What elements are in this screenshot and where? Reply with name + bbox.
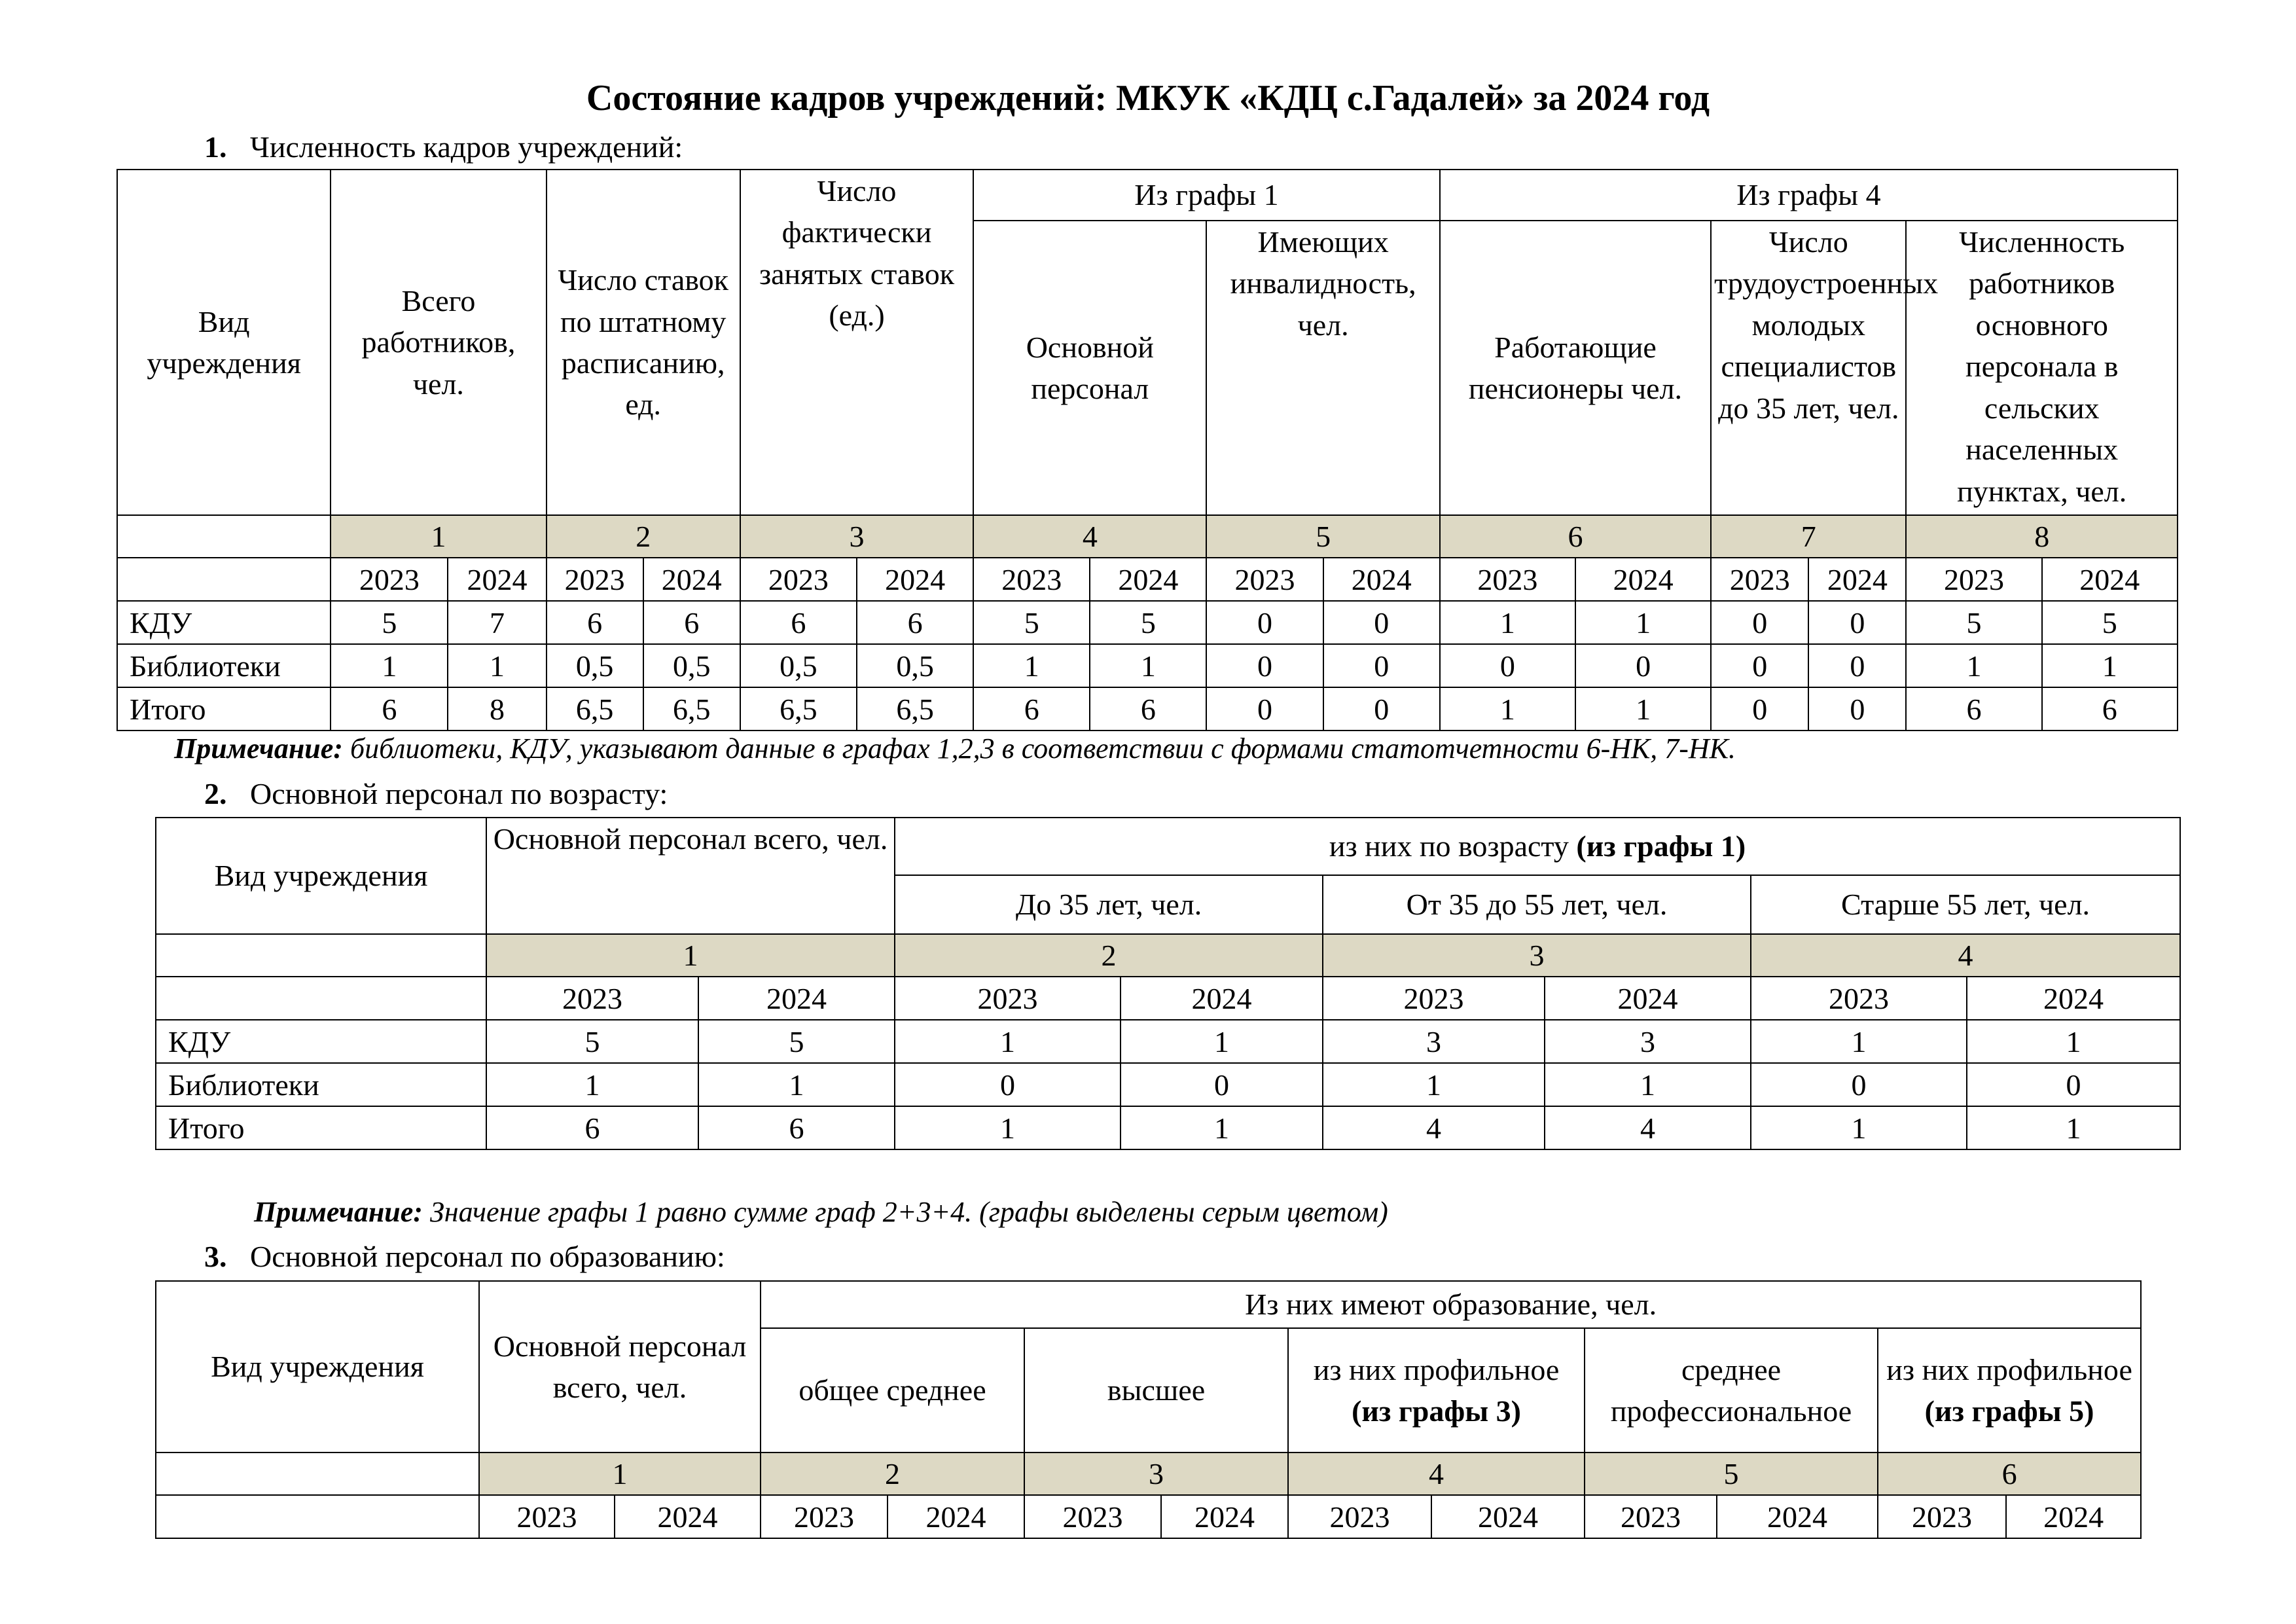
s1-header-c2: Число ставок по штатному расписанию, ед. <box>547 170 740 515</box>
row-name: КДУ <box>117 601 331 644</box>
row-name: Итого <box>156 1106 486 1149</box>
s3-year: 2023 <box>1024 1495 1161 1538</box>
s1-year: 2024 <box>643 558 740 601</box>
cell: 0 <box>895 1063 1121 1106</box>
table-row <box>156 1063 2180 1106</box>
table-row <box>156 1020 2180 1063</box>
cell: 5 <box>331 601 448 644</box>
s3-colnum: 6 <box>1878 1453 2141 1495</box>
cell: 0 <box>1711 687 1808 731</box>
s1-year: 2024 <box>1090 558 1206 601</box>
cell: 6 <box>698 1106 895 1149</box>
cell: 6,5 <box>740 687 857 731</box>
note-text: библиотеки, КДУ, указывают данные в графах 1,2,3 в соответствии с формами статотчетности 6-НК, 7-НК. <box>342 732 1736 765</box>
cell: 1 <box>1121 1106 1323 1149</box>
cell: 0 <box>1323 687 1440 731</box>
table-row <box>117 601 2178 644</box>
s3-c4-bold: (из графы 3) <box>1352 1394 1521 1428</box>
s3-colnum: 3 <box>1024 1453 1288 1495</box>
s3-colnum: 2 <box>761 1453 1024 1495</box>
s2-header-c4: Старше 55 лет, чел. <box>1751 875 2180 934</box>
s1-year: 2024 <box>1808 558 1906 601</box>
section3-number: 3. <box>204 1240 227 1273</box>
cell: 5 <box>698 1020 895 1063</box>
cell: 6 <box>1906 687 2041 731</box>
s2-group-bold: (из графы 1) <box>1576 829 1746 863</box>
staff-count-table <box>117 169 2178 731</box>
s2-header-c3: От 35 до 55 лет, чел. <box>1323 875 1751 934</box>
s1-header-c1: Всего работников, чел. <box>331 170 546 515</box>
s2-colnum: 3 <box>1323 934 1751 977</box>
s3-year: 2024 <box>888 1495 1024 1538</box>
s3-header-c4 <box>1288 1328 1585 1453</box>
s2-year: 2023 <box>486 977 698 1020</box>
cell: 6 <box>331 687 448 731</box>
page-title: Состояние кадров учреждений: МКУК «КДЦ с.Гадалей» за 2024 год <box>586 78 1710 118</box>
s3-num-blank <box>156 1453 479 1495</box>
s1-year: 2023 <box>331 558 448 601</box>
s2-header-group <box>895 818 2180 875</box>
age-table <box>155 817 2181 1150</box>
section3-heading <box>204 1239 725 1274</box>
s1-num-blank <box>117 515 331 558</box>
cell: 0,5 <box>547 644 643 687</box>
section2-number: 2. <box>204 777 227 810</box>
s1-colnum: 4 <box>973 515 1206 558</box>
s3-colnum: 4 <box>1288 1453 1585 1495</box>
cell: 6,5 <box>643 687 740 731</box>
s1-header-c4: Основной персонал <box>973 221 1206 515</box>
cell: 0 <box>1206 687 1323 731</box>
cell: 3 <box>1545 1020 1751 1063</box>
s2-header-vid: Вид учреждения <box>156 818 486 934</box>
cell: 1 <box>1575 601 1711 644</box>
s1-colnum: 6 <box>1440 515 1711 558</box>
table-row <box>156 1106 2180 1149</box>
education-table <box>155 1280 2142 1539</box>
cell: 3 <box>1323 1020 1545 1063</box>
cell: 1 <box>1440 687 1575 731</box>
cell: 6 <box>740 601 857 644</box>
s2-year: 2024 <box>1967 977 2180 1020</box>
s2-header-c2: До 35 лет, чел. <box>895 875 1323 934</box>
cell: 1 <box>1751 1020 1967 1063</box>
cell: 1 <box>1575 687 1711 731</box>
cell: 5 <box>486 1020 698 1063</box>
s2-year: 2024 <box>1545 977 1751 1020</box>
s1-header-group4: Из графы 4 <box>1440 170 2178 221</box>
s1-year: 2023 <box>1711 558 1808 601</box>
s1-year-blank <box>117 558 331 601</box>
cell: 1 <box>698 1063 895 1106</box>
s3-year: 2023 <box>761 1495 888 1538</box>
s2-header-c1: Основной персонал всего, чел. <box>486 818 895 934</box>
s1-year: 2023 <box>973 558 1090 601</box>
cell: 1 <box>331 644 448 687</box>
s1-year: 2024 <box>1323 558 1440 601</box>
cell: 0,5 <box>740 644 857 687</box>
cell: 1 <box>1440 601 1575 644</box>
cell: 0 <box>1323 601 1440 644</box>
cell: 0 <box>1323 644 1440 687</box>
cell: 1 <box>486 1063 698 1106</box>
s3-header-c2: общее среднее <box>761 1328 1024 1453</box>
cell: 6 <box>2042 687 2178 731</box>
s1-colnum: 3 <box>740 515 973 558</box>
s1-colnum: 5 <box>1206 515 1439 558</box>
s1-header-group1: Из графы 1 <box>973 170 1440 221</box>
s1-year: 2024 <box>857 558 973 601</box>
s3-year: 2023 <box>1585 1495 1717 1538</box>
cell: 0 <box>1808 644 1906 687</box>
s2-year: 2024 <box>698 977 895 1020</box>
s3-header-c3: высшее <box>1024 1328 1288 1453</box>
s3-year-row <box>156 1495 2141 1538</box>
s1-year: 2023 <box>1206 558 1323 601</box>
s1-header-c7: Число трудоустроенных молодых специалистов до 35 лет, чел. <box>1711 221 1906 515</box>
s3-year-blank <box>156 1495 479 1538</box>
note-label: Примечание: <box>254 1196 423 1228</box>
cell: 0,5 <box>857 644 973 687</box>
s3-colnum: 5 <box>1585 1453 1878 1495</box>
cell: 5 <box>1906 601 2041 644</box>
s2-colnum: 4 <box>1751 934 2180 977</box>
cell: 4 <box>1545 1106 1751 1149</box>
s1-year: 2024 <box>2042 558 2178 601</box>
cell: 4 <box>1323 1106 1545 1149</box>
s1-header-vid: Вид учреждения <box>117 170 331 515</box>
cell: 0 <box>1808 687 1906 731</box>
cell: 0,5 <box>643 644 740 687</box>
s2-colnum: 1 <box>486 934 895 977</box>
cell: 1 <box>2042 644 2178 687</box>
cell: 0 <box>1711 601 1808 644</box>
s1-year: 2024 <box>1575 558 1711 601</box>
section1-heading <box>204 130 683 164</box>
s3-year: 2024 <box>1717 1495 1878 1538</box>
s2-year: 2023 <box>1323 977 1545 1020</box>
s3-c6-text: из них профильное <box>1886 1352 2132 1386</box>
cell: 0 <box>1206 644 1323 687</box>
s3-header-vid: Вид учреждения <box>156 1281 479 1453</box>
s3-c4-text: из них профильное <box>1313 1352 1560 1386</box>
cell: 0 <box>1206 601 1323 644</box>
s1-header-c6: Работающие пенсионеры чел. <box>1440 221 1711 515</box>
cell: 0 <box>1751 1063 1967 1106</box>
section1-note <box>174 732 1736 765</box>
s3-header-c1: Основной персонал всего, чел. <box>479 1281 761 1453</box>
s3-year: 2023 <box>1878 1495 2006 1538</box>
note-text: Значение графы 1 равно сумме граф 2+3+4. (графы выделены серым цветом) <box>422 1196 1388 1228</box>
cell: 1 <box>973 644 1090 687</box>
s2-group-text: из них по возрасту <box>1329 829 1577 863</box>
row-name: Библиотеки <box>156 1063 486 1106</box>
s3-year: 2024 <box>1161 1495 1288 1538</box>
cell: 1 <box>895 1106 1121 1149</box>
cell: 1 <box>1967 1106 2180 1149</box>
s1-year: 2024 <box>448 558 546 601</box>
s1-year: 2023 <box>1906 558 2041 601</box>
cell: 5 <box>1090 601 1206 644</box>
s1-colnum: 7 <box>1711 515 1906 558</box>
row-name: КДУ <box>156 1020 486 1063</box>
s1-colnum: 2 <box>547 515 740 558</box>
cell: 6,5 <box>547 687 643 731</box>
cell: 6 <box>857 601 973 644</box>
cell: 1 <box>1967 1020 2180 1063</box>
s1-header-c3: Число фактически занятых ставок (ед.) <box>740 170 973 515</box>
s1-year-row <box>117 558 2178 601</box>
section2-heading <box>204 776 668 811</box>
s3-year: 2024 <box>615 1495 761 1538</box>
cell: 1 <box>448 644 546 687</box>
s3-colnum: 1 <box>479 1453 761 1495</box>
cell: 7 <box>448 601 546 644</box>
cell: 0 <box>1967 1063 2180 1106</box>
s2-year-blank <box>156 977 486 1020</box>
cell: 6 <box>1090 687 1206 731</box>
row-name: Итого <box>117 687 331 731</box>
row-name: Библиотеки <box>117 644 331 687</box>
section1-label: Численность кадров учреждений: <box>250 130 683 164</box>
cell: 5 <box>973 601 1090 644</box>
cell: 0 <box>1575 644 1711 687</box>
cell: 1 <box>1545 1063 1751 1106</box>
cell: 6 <box>973 687 1090 731</box>
cell: 1 <box>1121 1020 1323 1063</box>
cell: 6 <box>547 601 643 644</box>
s1-year: 2023 <box>740 558 857 601</box>
section3-label: Основной персонал по образованию: <box>250 1240 725 1273</box>
cell: 1 <box>1906 644 2041 687</box>
s3-header-group: Из них имеют образование, чел. <box>761 1281 2141 1328</box>
s2-year: 2023 <box>1751 977 1967 1020</box>
s3-year: 2024 <box>1431 1495 1585 1538</box>
s1-header-c8: Численность работников основного персонала в сельских населенных пунктах, чел. <box>1906 221 2178 515</box>
s2-year: 2023 <box>895 977 1121 1020</box>
cell: 5 <box>2042 601 2178 644</box>
s1-year: 2023 <box>1440 558 1575 601</box>
cell: 6 <box>643 601 740 644</box>
cell: 1 <box>1323 1063 1545 1106</box>
s1-colnum: 8 <box>1906 515 2178 558</box>
section1-number: 1. <box>204 130 227 164</box>
cell: 6 <box>486 1106 698 1149</box>
s2-colnum: 2 <box>895 934 1323 977</box>
cell: 0 <box>1440 644 1575 687</box>
cell: 1 <box>1751 1106 1967 1149</box>
cell: 6,5 <box>857 687 973 731</box>
s3-header-c6 <box>1878 1328 2141 1453</box>
cell: 1 <box>1090 644 1206 687</box>
s3-header-c5: среднее профессиональное <box>1585 1328 1878 1453</box>
cell: 8 <box>448 687 546 731</box>
s2-num-blank <box>156 934 486 977</box>
cell: 0 <box>1121 1063 1323 1106</box>
s3-year: 2023 <box>1288 1495 1431 1538</box>
s3-c6-bold: (из графы 5) <box>1924 1394 2094 1428</box>
s2-year-row <box>156 977 2180 1020</box>
s1-header-c5: Имеющих инвалидность, чел. <box>1206 221 1439 515</box>
note-label: Примечание: <box>174 732 343 765</box>
s1-year: 2023 <box>547 558 643 601</box>
section2-note <box>254 1195 1388 1229</box>
s2-year: 2024 <box>1121 977 1323 1020</box>
s3-year: 2023 <box>479 1495 615 1538</box>
cell: 1 <box>895 1020 1121 1063</box>
table-row <box>117 644 2178 687</box>
cell: 0 <box>1711 644 1808 687</box>
table-row <box>117 687 2178 731</box>
s1-colnum: 1 <box>331 515 546 558</box>
s3-year: 2024 <box>2006 1495 2141 1538</box>
section2-label: Основной персонал по возрасту: <box>250 777 668 810</box>
cell: 0 <box>1808 601 1906 644</box>
